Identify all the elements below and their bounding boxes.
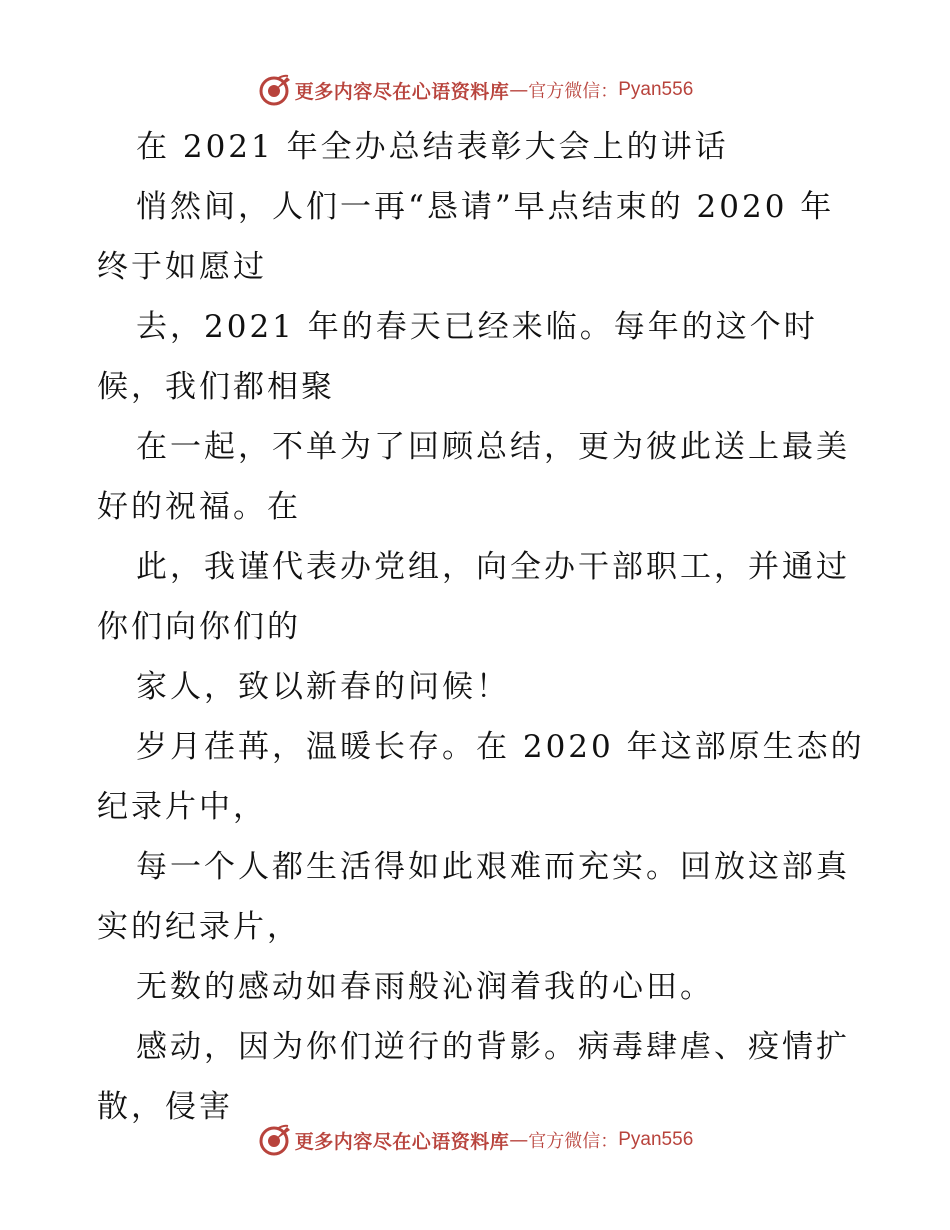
- text-line: 候，我们都相聚: [97, 369, 335, 405]
- text-line: 终于如愿过: [97, 249, 267, 285]
- footer-wechat-id: Pyan556: [618, 1129, 694, 1150]
- text-line: 纪录片中，: [97, 789, 267, 825]
- text-line: 悄然间，人们一再“恳请”早点结束的 2020 年: [136, 189, 835, 225]
- footer-banner: [0, 1120, 950, 1160]
- text-line: 家人，致以新春的问候！: [136, 669, 510, 705]
- text-line: 岁月荏苒，温暖长存。在 2020 年这部原生态的: [136, 729, 865, 765]
- text-line: 好的祝福。在: [97, 489, 301, 525]
- header-wechat-label: 官方微信：: [528, 81, 619, 102]
- document-title: 在 2021 年全办总结表彰大会上的讲话: [136, 129, 729, 165]
- footer-wechat-label: 官方微信：: [528, 1131, 619, 1152]
- header-separator: —: [509, 79, 529, 101]
- text-line: 每一个人都生活得如此艰难而充实。回放这部真: [136, 849, 850, 885]
- text-line: 实的纪录片，: [97, 909, 301, 945]
- text-line: 感动，因为你们逆行的背影。病毒肆虐、疫情扩: [136, 1029, 850, 1065]
- header-banner-text: 更多内容尽在心语资料库: [294, 80, 510, 103]
- header-wechat-id: Pyan556: [618, 79, 694, 100]
- pen-logo-icon: [257, 73, 291, 107]
- footer-separator: —: [509, 1129, 529, 1151]
- footer-banner-text: 更多内容尽在心语资料库: [294, 1130, 510, 1153]
- text-line: 去，2021 年的春天已经来临。每年的这个时: [136, 309, 818, 345]
- text-line: 无数的感动如春雨般沁润着我的心田。: [136, 969, 714, 1005]
- text-line: 此，我谨代表办党组，向全办干部职工，并通过: [136, 549, 850, 585]
- pen-logo-icon: [257, 1123, 291, 1157]
- text-line: 在一起，不单为了回顾总结，更为彼此送上最美: [136, 429, 850, 465]
- document-body: [97, 117, 865, 1137]
- header-banner: [0, 70, 950, 110]
- text-line: 散，侵害: [97, 1089, 233, 1125]
- text-line: 你们向你们的: [97, 609, 301, 645]
